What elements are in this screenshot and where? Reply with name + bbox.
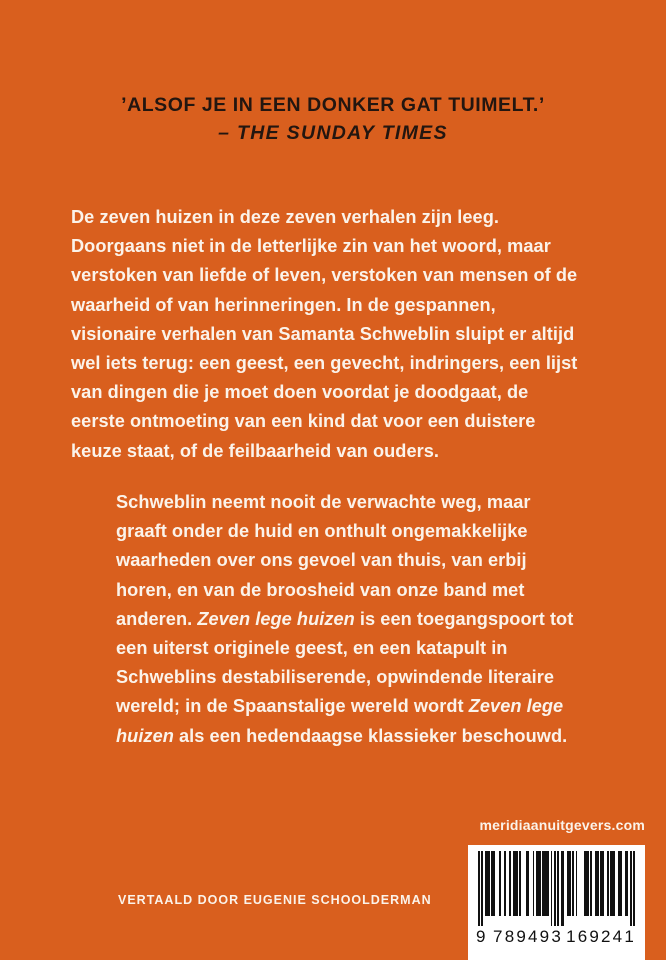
book-title-mention-2: Zeven lege huizen <box>116 696 564 746</box>
pull-quote-source: – THE SUNDAY TIMES <box>218 122 448 144</box>
translator-credit: VERTAALD DOOR EUGENIE SCHOOLDERMAN <box>118 893 432 907</box>
barcode-bars <box>478 851 635 926</box>
book-title-mention-1: Zeven lege huizen <box>197 608 355 629</box>
barcode-group-1: 789493 <box>493 927 563 946</box>
isbn-barcode <box>468 845 645 960</box>
review-text-part3: als een hedendaagse klassieker beschouwd. <box>173 725 568 746</box>
barcode-digits <box>475 926 638 947</box>
pull-quote <box>0 92 666 148</box>
publisher-website: meridiaanuitgevers.com <box>479 817 645 833</box>
review-paragraph <box>116 488 586 751</box>
pull-quote-text: ’ALSOF JE IN EEN DONKER GAT TUIMELT.’ <box>121 94 545 116</box>
blurb-paragraph <box>71 203 579 466</box>
barcode-group-2: 169241 <box>566 927 636 946</box>
blurb-text: De zeven huizen in deze zeven verhalen zijn leeg. Doorgaans niet in de letterlijke zin van het woord, maar verstoken van liefde of leven, verstoken van mensen of de waarheid of van herinneringen. In de gespannen, visionaire verhalen van Samanta Schweblin sluipt er altijd wel iets terug: een geest, een gevecht, indringers, een lijst van dingen die je moet doen voordat je doodgaat, de eerste ontmoeting van een kind dat voor een duistere keuze staat, of de feilbaarheid van ouders. <box>71 207 578 461</box>
barcode-lead-digit: 9 <box>476 927 486 946</box>
review-text-part1: Schweblin neemt nooit de verwachte weg, maar graaft onder de huid en onthult ongemakkelijke waarheden over ons gevoel van thuis, van erbij horen, en van de broosheid van onze band met anderen. <box>116 492 531 629</box>
review-text-part2: is een toegangspoort tot een uiterst originele geest, en een katapult in Schweblins destabiliserende, opwindende literaire wereld; in de Spaanstalige wereld wordt <box>116 608 574 717</box>
